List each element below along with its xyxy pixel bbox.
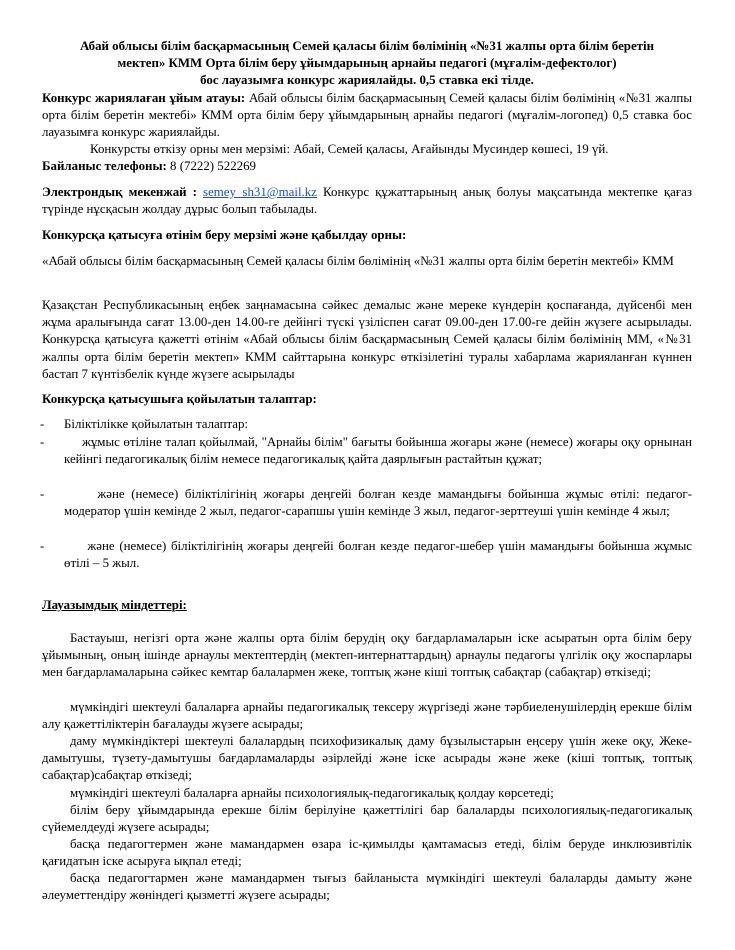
email-label: Электрондық мекенжай :	[42, 185, 197, 199]
requirement-item	[40, 486, 692, 520]
organization-label: Конкурс жариялаған ұйым атауы:	[42, 91, 246, 105]
duties-heading: Лауазымдық міндеттері:	[42, 598, 187, 612]
requirement-item	[40, 538, 696, 572]
list-dash: -	[40, 435, 45, 449]
requirements-heading: Конкурсқа қатысушыға қойылатын талаптар:	[42, 392, 317, 406]
organization-text: Абай облысы білім басқармасының Семей қаласы білім бөлімінің «№31 жалпы орта білім беретін мектебі» КММ орта білім беру ұйымдарының арнайы педагогі (мұғалім-логопед) 0,5 ставка бос лауазымға конкурс жариялайды.	[42, 91, 692, 140]
duties-paragraph: басқа педагогтармен және мамандармен тығыз байланыста мүмкіндігі шектеулі балаларды дамыту және әлеуметтендіру жөніндегі қызметті жүзеге асырады;	[42, 871, 692, 903]
application-terms: Қазақстан Республикасының еңбек заңнамасына сәйкес демалыс және мереке күндерін қоспағанда, дүйсенбі мен жұма аралығында сағат 13.00-ден 14.00-ге дейінгі түскі үзіліспен сағат 09.00-ден 17.00-ге дейін жүзеге асырылады. Конкурсқа қатысуға қажетті өтінім «Абай облысы білім басқармасының Семей қаласы білім бөлімінің ММ, «№31 жалпы орта білім беретін мектеп» КММ сайттарына конкурс өткізілетіні туралы хабарлама жарияланған күннен бастап 7 күнтізбелік күнде жүзеге асырылады	[42, 298, 692, 381]
duties-paragraph: даму мүмкіндіктері шектеулі балалардың психофизикалық даму бұзылыстарын еңсеру үшін жеке оқу, Жеке-дамытушы, түзету-дамытушы бағдарламаларды әзірлейді және іске асырады және жеке (кіші топтық, топтық сабақтар)сабақтар өткізеді;	[42, 734, 692, 783]
duties-paragraph: басқа педагогтермен және мамандармен өзара іс-қимылды қамтамасыз етеді, білім беруде инклюзивтілік қағидатын іске асыруға ықпал етеді;	[42, 837, 692, 869]
phone-line	[42, 158, 692, 175]
requirement-text: жұмыс өтіліне талап қойылмай, "Арнайы білім" бағыты бойынша жоғары және (немесе) жоғары оқу орнынан кейінгі педагогикалық білім немесе педагогикалық қайта даярлығын растайтын құжат;	[64, 435, 696, 467]
list-dash: -	[40, 539, 45, 553]
email-link[interactable]: semey_sh31@mail.kz	[203, 185, 317, 199]
title-line-2: мектеп» КММ Орта білім беру ұйымдарының арнайы педагогі (мұғалім-дефектолог)	[117, 56, 617, 71]
list-dash: -	[40, 417, 45, 431]
phone-value: 8 (7222) 522269	[166, 159, 256, 173]
requirement-item	[40, 434, 696, 468]
title-line-1: Абай облысы білім басқармасының Семей қаласы білім бөлімінің «№31 жалпы орта білім беретін	[79, 39, 655, 53]
title-line-3: бос лауазымға конкурс жариялайды. 0,5 ставка екі тілде.	[200, 73, 534, 88]
requirement-text: және (немесе) біліктілігінің жоғары деңгейі болған кезде мамандығы бойынша жұмыс өтілі: педагог-модератор үшін кемінде 2 жыл, педагог-сарапшы үшін кемінде 3 жыл, педагог-зерттеуші үшін кемінде 4 жыл;	[64, 487, 692, 519]
duties-paragraph: білім беру ұйымдарында ерекше білім берілуіне қажеттілігі бар балаларды психологиялық-педагогикалық сүйемелдеуді жүзеге асырады;	[42, 803, 692, 835]
application-organization: «Абай облысы білім басқармасының Семей қаласы білім бөлімінің «№31 жалпы орта білім беретін мектебі» КММ	[42, 254, 674, 268]
organization-paragraph	[42, 90, 692, 142]
document-title	[42, 38, 692, 90]
email-paragraph	[42, 184, 692, 218]
list-dash: -	[40, 487, 45, 501]
requirement-text: және (немесе) біліктілігінің жоғары деңгейі болған кезде педагог-шебер үшін мамандығы бойынша жұмыс өтілі – 5 жыл.	[64, 539, 696, 571]
duties-paragraph: Бастауыш, негізгі орта және жалпы орта білім берудің оқу бағдарламаларын іске асыратын орта білім беру ұйымының, оның ішінде арнаулы мектептердің (мектеп-интернаттардың) арнаулы педагогы үлгілік оқу жоспарлары мен бағдарламаларына сәйкес кемтар балалармен жеке, топтық және кіші топтық сабақтар (сабақтар) өткізеді;	[42, 631, 692, 680]
duties-paragraph: мүмкіндігі шектеулі балаларға арнайы психологиялық-педагогикалық қолдау көрсетеді;	[70, 786, 554, 800]
email-text: Конкурс құжаттарының анық болуы мақсатында мектепке қағаз түрінде нұсқасын жолдау дұрыс болып табылады.	[42, 185, 692, 217]
application-heading: Конкурсқа қатысуға өтінім беру мерзімі және қабылдау орны:	[42, 228, 407, 242]
requirement-text: Біліктілікке қойылатын талаптар:	[64, 417, 249, 431]
requirement-item	[40, 416, 692, 433]
duties-paragraph: мүмкіндігі шектеулі балаларға арнайы педагогикалық тексеру жүргізеді және тәрбиеленушілердің ерекше білім алу қажеттіліктерін бағалауды жүзеге асырады;	[42, 700, 692, 732]
phone-label: Байланыс телефоны:	[42, 159, 167, 173]
venue-line: Конкурсты өткізу орны мен мерзімі: Абай, Семей қаласы, Ағайынды Мусиндер көшесі, 19 үй.	[90, 142, 609, 156]
